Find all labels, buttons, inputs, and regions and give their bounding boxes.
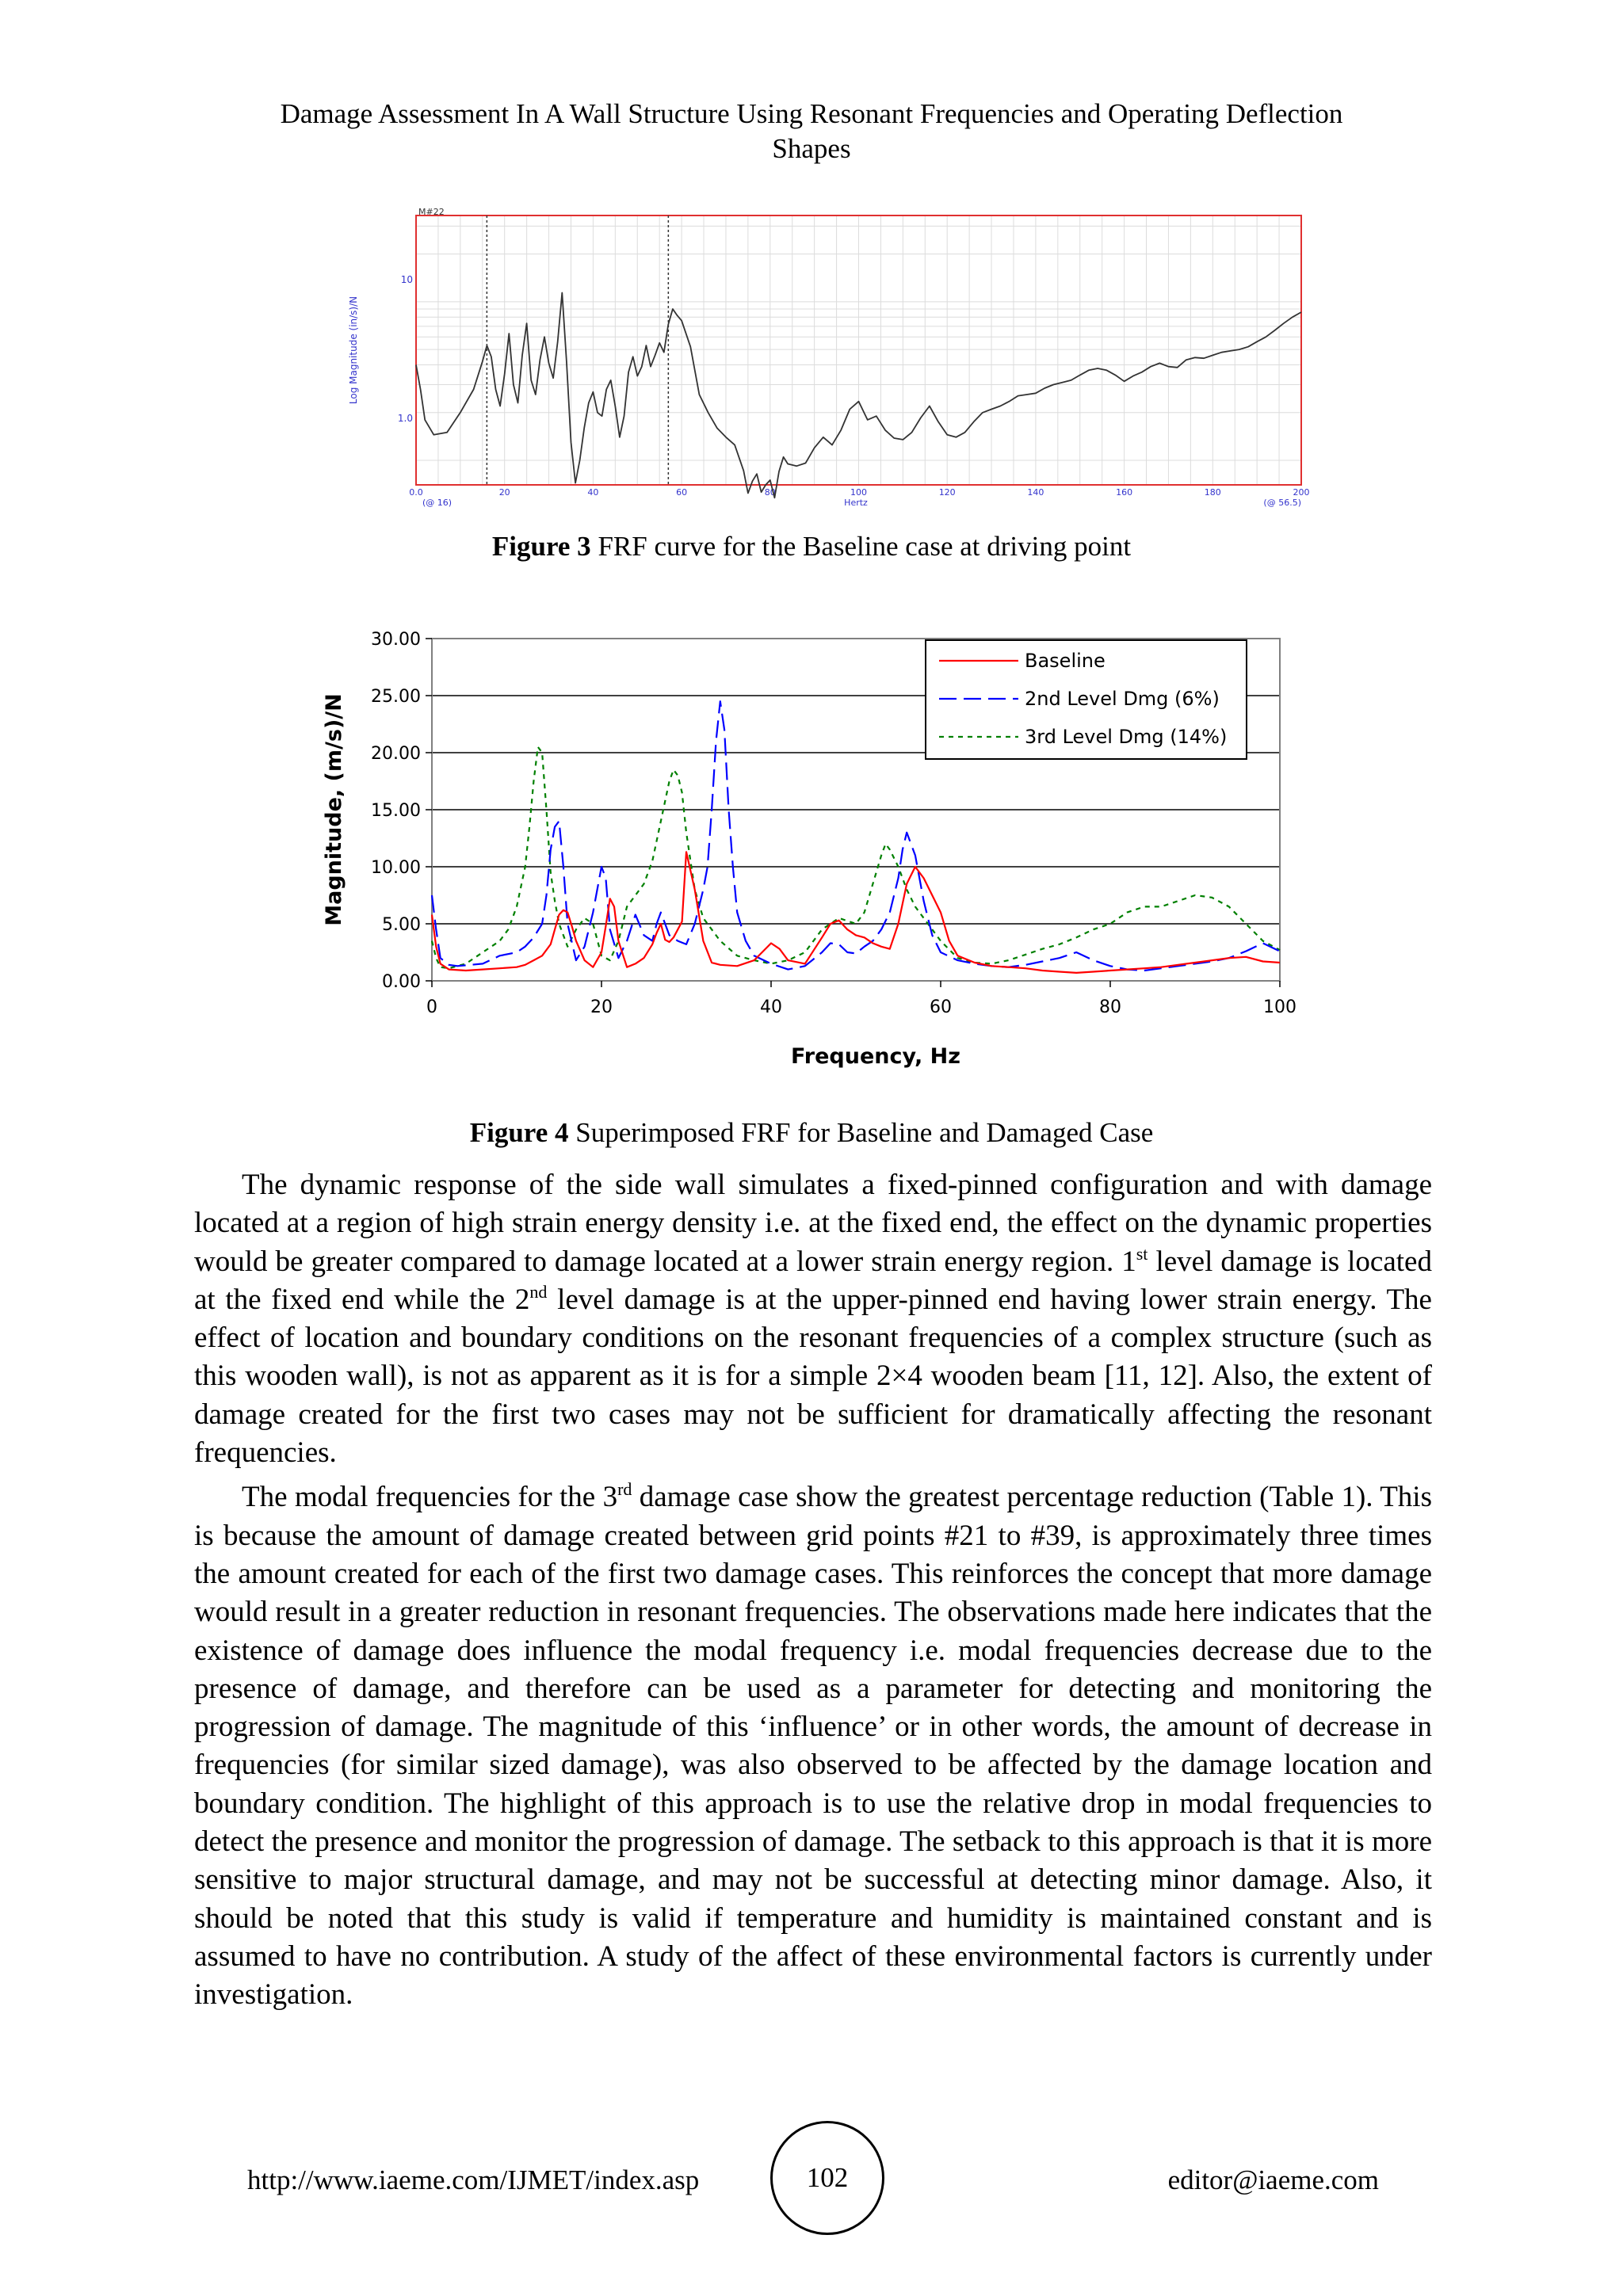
fig3-x-axis-label: Hertz <box>844 498 868 508</box>
fig3-x-ticks <box>409 487 1309 498</box>
fig4-ytick-label: 20.00 <box>371 744 421 764</box>
figure-3-label: Figure 3 <box>491 531 591 562</box>
fig3-ytick-label: 10 <box>400 274 413 285</box>
fig4-ytick-label: 0.00 <box>382 972 421 992</box>
fig4-legend <box>926 640 1247 759</box>
figure-4-superimposed-frf-chart <box>309 615 1316 1090</box>
figure-3-caption <box>0 529 1623 564</box>
fig4-legend-label: 3rd Level Dmg (14%) <box>1025 726 1228 748</box>
figure-3-caption-text: FRF curve for the Baseline case at driving point <box>590 531 1132 562</box>
footer-url[interactable]: http://www.iaeme.com/IJMET/index.asp <box>247 2164 700 2195</box>
fig3-xtick-label: 140 <box>1027 487 1044 498</box>
fig4-ytick-label: 15.00 <box>371 801 421 821</box>
figure-4-caption-text: Superimposed FRF for Baseline and Damaged Case <box>568 1117 1154 1148</box>
superscript-nd: nd <box>529 1281 548 1302</box>
fig3-title: M#22 <box>418 208 445 217</box>
paragraph-1-part-c: level damage is at the upper-pinned end having lower strain energy. The effect of location and boundary conditions on the resonant frequencies of a complex structure (such as this wooden wall), is not as apparent as it is for a simple 2×4 wooden beam [11, 12]. Also, the extent of damage created for the first two cases may not be sufficient for dramatically affecting the resonant frequencies. <box>194 1283 1432 1470</box>
fig4-legend-label: 2nd Level Dmg (6%) <box>1025 688 1220 710</box>
running-header <box>190 97 1433 166</box>
fig4-series-line <box>432 852 1280 973</box>
fig3-xtick-label: 200 <box>1293 487 1310 498</box>
fig3-xtick-label: 120 <box>938 487 956 498</box>
superscript-rd: rd <box>617 1479 632 1500</box>
paragraph-2-part-a: The modal frequencies for the 3 <box>242 1481 618 1514</box>
fig3-y-axis-label: Log Magnitude (in/s)/N <box>348 296 359 405</box>
paragraph-1-part-b: level damage is located at the fixed end while the 2 <box>194 1245 1432 1316</box>
fig3-cursors <box>487 215 668 485</box>
header-line-1: Damage Assessment In A Wall Structure Using Resonant Frequencies and Operating Deflection <box>280 98 1343 129</box>
fig3-xtick-label: 80 <box>764 487 776 498</box>
fig4-ytick-label: 30.00 <box>371 630 421 650</box>
header-line-2: Shapes <box>772 133 851 164</box>
paragraph-2 <box>194 1478 1432 2014</box>
footer-email[interactable]: editor@iaeme.com <box>1167 2164 1379 2195</box>
fig3-xtick-label: 160 <box>1116 487 1133 498</box>
page-number: 102 <box>770 2121 884 2235</box>
fig3-xtick-label: 0.0 <box>409 487 423 498</box>
fig3-ytick-label: 1.0 <box>397 413 413 424</box>
fig4-ytick-label: 10.00 <box>371 858 421 878</box>
paragraph-2-part-b: damage case show the greatest percentage reduction (Table 1). This is because the amount of damage created between grid points #21 to #39, is approximately three times the amount created for each of the first two damage cases. This reinforces the concept that more damage would result in a greater reduction in resonant frequencies. The observations made here indicates that the existence of damage does influence the modal frequency i.e. modal frequencies decrease due to the presence of damage, and therefore can be used as a parameter for detecting and monitoring the progression of damage. The magnitude of this ‘influence’ or in other words, the amount of decrease in frequencies (for similar sized damage), was also observed to be affected by the damage location and boundary condition. The highlight of this approach is to use the relative drop in modal frequencies to detect the presence and monitor the progression of damage. The setback to this approach is that it is more sensitive to major structural damage, and may not be successful at detecting minor damage. Also, it should be noted that this study is valid if temperature and humidity is maintained constant and is assumed to have no contribution. A study of the affect of these environmental factors is currently under investigation. <box>194 1481 1432 2012</box>
fig4-xtick-label: 20 <box>590 997 613 1017</box>
body-text <box>194 1166 1432 2021</box>
fig4-xtick-label: 100 <box>1263 997 1296 1017</box>
fig3-x-sub-left: (@ 16) <box>422 498 453 508</box>
fig4-y-axis-label: Magnitude, (m/s)/N <box>322 693 346 926</box>
fig4-xtick-label: 60 <box>930 997 952 1017</box>
superscript-st: st <box>1136 1243 1148 1264</box>
fig4-x-axis-label: Frequency, Hz <box>791 1044 960 1069</box>
fig4-y-ticks <box>371 630 432 992</box>
fig4-xtick-label: 0 <box>426 997 437 1017</box>
fig4-ytick-label: 5.00 <box>382 915 421 935</box>
fig4-legend-label: Baseline <box>1025 650 1106 672</box>
fig3-xtick-label: 40 <box>587 487 599 498</box>
fig4-xtick-label: 80 <box>1099 997 1121 1017</box>
figure-4-caption <box>0 1116 1623 1150</box>
fig3-x-sub-right: (@ 56.5) <box>1263 498 1301 508</box>
figure-4-label: Figure 4 <box>469 1117 569 1148</box>
fig3-xtick-label: 20 <box>498 487 510 498</box>
fig4-x-ticks <box>426 981 1296 1017</box>
fig3-grid <box>416 215 1301 485</box>
fig4-xtick-label: 40 <box>760 997 782 1017</box>
fig3-y-ticks <box>398 274 413 424</box>
fig3-xtick-label: 180 <box>1204 487 1221 498</box>
fig4-ytick-label: 25.00 <box>371 687 421 707</box>
paragraph-1-part-a: The dynamic response of the side wall simulates a fixed-pinned configuration and with damage located at a region of high strain energy density i.e. at the fixed end, the effect on the dynamic properties would be greater compared to damage located at a lower strain energy region. 1 <box>194 1169 1432 1278</box>
figure-3-frf-chart <box>317 208 1316 509</box>
paragraph-1 <box>194 1166 1432 1472</box>
fig3-xtick-label: 60 <box>676 487 688 498</box>
fig3-xtick-label: 100 <box>850 487 867 498</box>
